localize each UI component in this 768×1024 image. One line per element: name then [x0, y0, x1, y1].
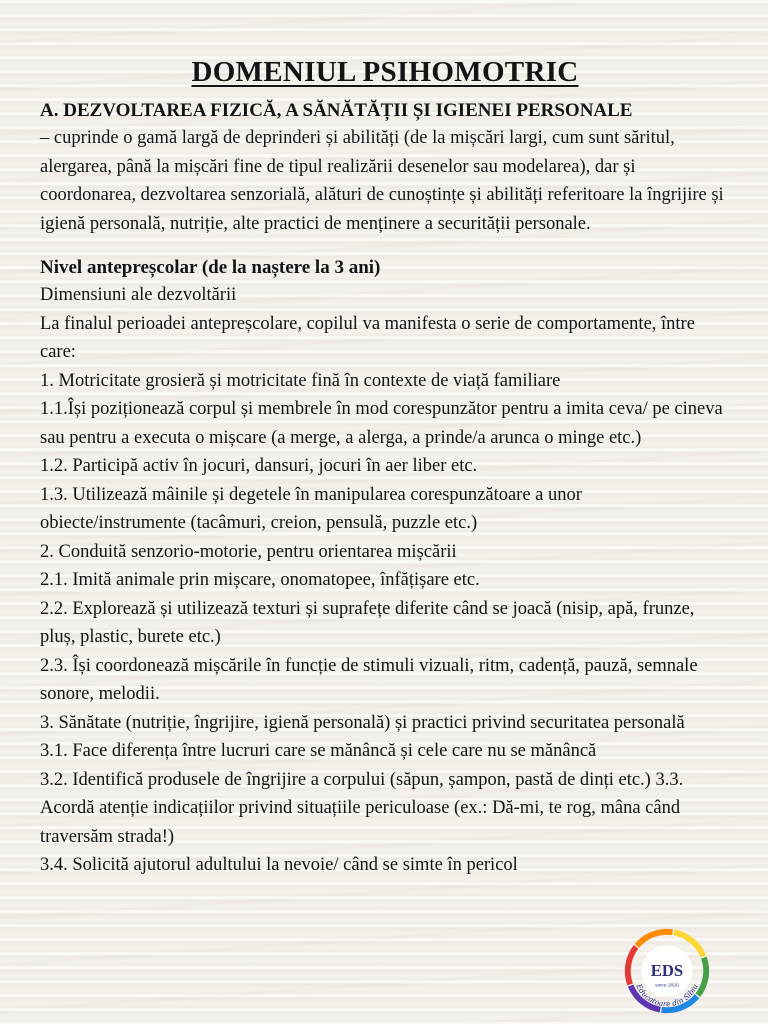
- logo-ring-segment: [637, 932, 672, 946]
- line-item-2-2: 2.2. Explorează și utilizează texturi și suprafețe diferite când se joacă (nisip, apă, frunze, pluș, plastic, burete etc.): [40, 598, 695, 647]
- line-item-3-1: 3.1. Face diferența între lucruri care se mănâncă și cele care nu se mănâncă: [40, 741, 597, 761]
- section-heading: A. DEZVOLTAREA FIZICĂ, A SĂNĂTĂȚII ȘI IGIENEI PERSONALE: [40, 100, 633, 121]
- logo-ring-segment: [698, 958, 706, 996]
- line-item-3-2: 3.2. Identifică produsele de îngrijire a corpului (săpun, șampon, pastă de dinți etc.) 3.3. Acordă atenție indicațiilor privind situațiile periculoase (ex.: Dă-mi, te rog, mâna când traversăm strada!): [40, 769, 684, 847]
- line-item-1-1: 1.1.Își poziționează corpul și membrele în mod corespunzător pentru a imita ceva/ pe cineva sau pentru a executa o mișcare (a merge, a alerga, a prinde/a arunca o minge etc.): [40, 399, 723, 448]
- logo-ring-text: Educatoare din Sibiu: [634, 982, 700, 1009]
- line-item-2-1: 2.1. Imită animale prin mișcare, onomatopee, înfățișare etc.: [40, 570, 480, 590]
- eds-logo: [618, 922, 716, 1020]
- logo-since: since 2020: [655, 983, 679, 989]
- logo-initials: EDS: [650, 960, 684, 980]
- line-item-2: 2. Conduită senzorio-motorie, pentru orientarea mișcării: [40, 541, 457, 562]
- line-item-1-3: 1.3. Utilizează mâinile și degetele în manipularea corespunzătoare a unor obiecte/instrumente (tacâmuri, creion, pensulă, puzzle etc.): [40, 484, 582, 533]
- line-item-2-3: 2.3. Își coordonează mișcările în funcție de stimuli vizuali, ritm, cadență, pauză, semnale sonore, melodii.: [40, 655, 698, 704]
- line-item-1-2: 1.2. Participă activ în jocuri, dansuri, jocuri în aer liber etc.: [40, 456, 478, 476]
- document-page: [40, 52, 730, 880]
- line-intro-behaviours: La finalul perioadei antepreșcolare, copilul va manifesta o serie de comportamente, între care:: [40, 313, 695, 362]
- page-title: DOMENIUL PSIHOMOTRIC: [191, 56, 579, 88]
- line-item-3-4: 3.4. Solicită ajutorul adultului la nevoie/ când se simte în pericol: [40, 855, 518, 875]
- level-heading: Nivel antepreșcolar (de la naștere la 3 ani): [40, 257, 381, 278]
- line-item-1: 1. Motricitate grosieră și motricitate fină în contexte de viață familiare: [40, 370, 561, 391]
- line-item-3: 3. Sănătate (nutriție, îngrijire, igienă personală) și practici privind securitatea personală: [40, 712, 685, 733]
- logo-ring-segment: [628, 947, 636, 985]
- section-intro: – cuprinde o gamă largă de deprinderi și abilități (de la mișcări largi, cum sunt săritul, alergarea, până la mișcări fine de tipul realizării desenelor sau modelarea), dar și coordonarea, dezvoltarea senzorială, alături de cunoștințe și abilități referitoare la îngrijire și igienă personală, nutriție, alte practici de menținere a securității personale.: [40, 128, 724, 234]
- line-dimensions: Dimensiuni ale dezvoltării: [40, 285, 237, 305]
